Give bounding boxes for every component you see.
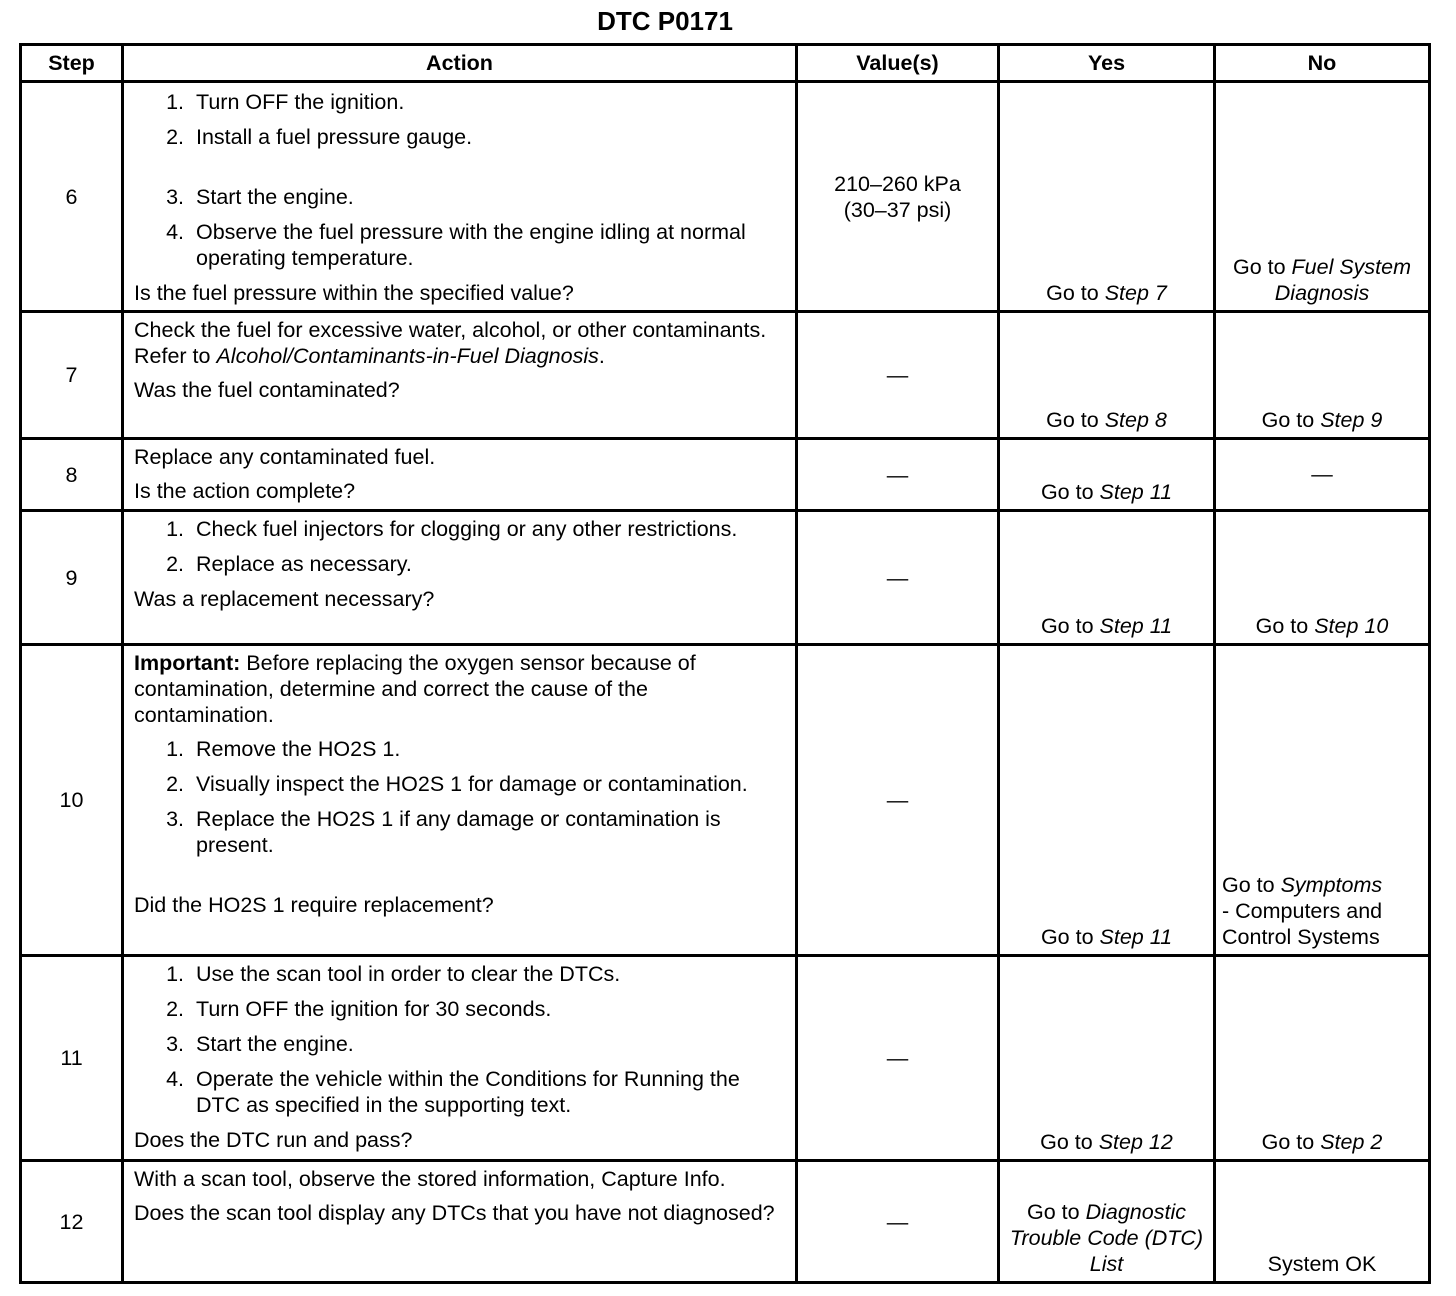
step-number: 11 (21, 956, 123, 1161)
no-cell: Go to Step 10 (1215, 511, 1430, 645)
header-values: Value(s) (797, 45, 999, 82)
action-item: 1. Check fuel injectors for clogging or any other restrictions. (190, 516, 785, 542)
value-cell: — (797, 312, 999, 439)
no-cell: System OK (1215, 1161, 1430, 1283)
action-list (134, 89, 785, 271)
yes-cell: Go to Step 11 (999, 645, 1215, 956)
action-cell (123, 956, 797, 1161)
table-row (21, 1161, 1430, 1283)
action-list (134, 961, 785, 1118)
yes-reference: Step 11 (1099, 925, 1173, 949)
table-row (21, 439, 1430, 511)
no-cell: Go to Step 9 (1215, 312, 1430, 439)
header-step: Step (21, 45, 123, 82)
action-text: Replace any contaminated fuel. (134, 445, 436, 469)
no-reference-block: Go to Symptoms - Computers and Control Systems (1222, 873, 1383, 949)
yes-reference: Step 7 (1104, 281, 1167, 305)
action-item: 1. Turn OFF the ignition. (190, 89, 785, 115)
yes-reference: Step 11 (1099, 614, 1173, 638)
important-note: Important: Before replacing the oxygen sensor because of contamination, determine and correct the cause of the contamination. (134, 651, 696, 727)
action-question: Was a replacement necessary? (134, 587, 435, 611)
yes-reference: Diagnostic Trouble Code (DTC) List (1009, 1200, 1204, 1276)
table-row (21, 956, 1430, 1161)
action-cell (123, 645, 797, 956)
header-no: No (1215, 45, 1430, 82)
action-reference: Alcohol/Contaminants-in-Fuel Diagnosis (216, 344, 599, 368)
action-question: Was the fuel contaminated? (134, 378, 400, 402)
action-item: 2. Install a fuel pressure gauge. (190, 124, 785, 150)
important-label: Important: (134, 651, 241, 675)
header-action: Action (123, 45, 797, 82)
no-reference: Fuel System Diagnosis (1274, 255, 1412, 305)
no-reference: Symptoms (1280, 873, 1383, 897)
action-cell (123, 82, 797, 312)
diagnostic-table (19, 43, 1431, 1284)
action-list (134, 516, 785, 577)
table-row (21, 312, 1430, 439)
table-row (21, 645, 1430, 956)
value-cell (797, 82, 999, 312)
action-item: 2. Turn OFF the ignition for 30 seconds. (190, 996, 785, 1022)
step-number: 8 (21, 439, 123, 511)
yes-cell: Go to Diagnostic Trouble Code (DTC) List (999, 1161, 1215, 1283)
action-cell (123, 439, 797, 511)
action-item: 2. Visually inspect the HO2S 1 for damage or contamination. (190, 771, 785, 797)
action-item: 2. Replace as necessary. (190, 551, 785, 577)
action-item: 3. Replace the HO2S 1 if any damage or contamination is present. (190, 806, 785, 858)
action-question: Is the fuel pressure within the specified value? (134, 281, 574, 305)
yes-cell: Go to Step 11 (999, 511, 1215, 645)
action-cell (123, 1161, 797, 1283)
action-text: Check the fuel for excessive water, alcohol, or other contaminants. Refer to Alcohol/Contaminants-in-Fuel Diagnosis. (134, 318, 767, 368)
value-cell: — (797, 511, 999, 645)
action-text: With a scan tool, observe the stored information, Capture Info. (134, 1167, 726, 1191)
action-question: Does the DTC run and pass? (134, 1128, 413, 1152)
action-cell (123, 511, 797, 645)
action-list (134, 736, 785, 858)
step-number: 10 (21, 645, 123, 956)
page-title: DTC P0171 (597, 6, 733, 36)
value-line: 210–260 kPa (834, 171, 961, 196)
no-cell: Go to Fuel System Diagnosis (1215, 82, 1430, 312)
value-cell: — (797, 645, 999, 956)
step-number: 9 (21, 511, 123, 645)
value-cell: — (797, 1161, 999, 1283)
yes-cell: Go to Step 11 (999, 439, 1215, 511)
table-row (21, 511, 1430, 645)
no-cell: — (1215, 439, 1430, 511)
action-item: 3. Start the engine. (190, 1031, 785, 1057)
table-row (21, 82, 1430, 312)
no-reference-tail: - Computers and Control Systems (1222, 899, 1383, 949)
action-item: 3. Start the engine. (190, 184, 785, 210)
step-number: 6 (21, 82, 123, 312)
yes-reference: Step 8 (1104, 408, 1167, 432)
action-cell (123, 312, 797, 439)
yes-cell: Go to Step 12 (999, 956, 1215, 1161)
step-number: 12 (21, 1161, 123, 1283)
yes-reference: Step 12 (1098, 1130, 1173, 1154)
action-question: Does the scan tool display any DTCs that you have not diagnosed? (134, 1201, 775, 1225)
table-header-row (21, 45, 1430, 82)
action-question: Is the action complete? (134, 479, 356, 503)
step-number: 7 (21, 312, 123, 439)
yes-cell: Go to Step 8 (999, 312, 1215, 439)
action-item: 1. Remove the HO2S 1. (190, 736, 785, 762)
action-item: 1. Use the scan tool in order to clear the DTCs. (190, 961, 785, 987)
no-reference: Step 2 (1320, 1130, 1383, 1154)
yes-cell: Go to Step 7 (999, 82, 1215, 312)
value-line: (30–37 psi) (843, 197, 952, 222)
no-cell: Go to Step 2 (1215, 956, 1430, 1161)
no-cell (1215, 645, 1430, 956)
header-yes: Yes (999, 45, 1215, 82)
action-item: 4. Observe the fuel pressure with the engine idling at normal operating temperature. (190, 219, 785, 271)
value-cell: — (797, 956, 999, 1161)
value-cell: — (797, 439, 999, 511)
no-reference: Step 10 (1314, 614, 1389, 638)
action-item: 4. Operate the vehicle within the Conditions for Running the DTC as specified in the supporting text. (190, 1066, 785, 1118)
yes-reference: Step 11 (1099, 480, 1173, 504)
no-reference: Step 9 (1320, 408, 1383, 432)
action-question: Did the HO2S 1 require replacement? (134, 893, 494, 917)
